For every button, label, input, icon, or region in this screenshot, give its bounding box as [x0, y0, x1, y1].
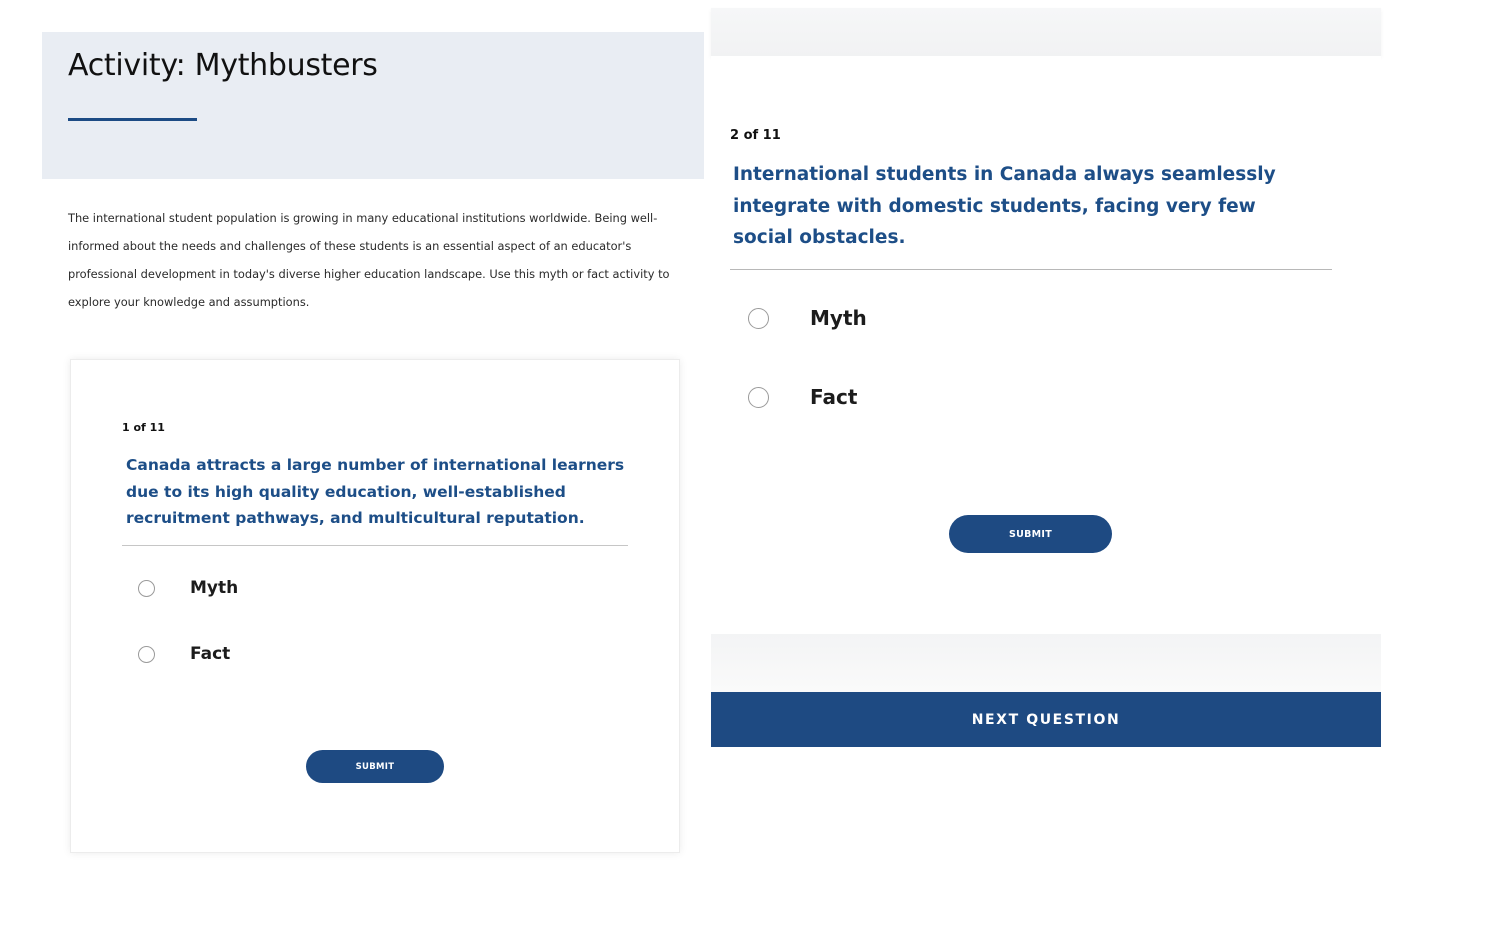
fact-radio[interactable]: [748, 387, 769, 408]
option-label-fact: Fact: [190, 644, 231, 664]
myth-radio[interactable]: [138, 580, 155, 597]
panel-top-strip: [711, 8, 1381, 56]
question-card-2: [711, 56, 1381, 634]
question-text: Canada attracts a large number of international learners due to its high quality education, well-established recruitment pathways, and multicultural reputation.: [126, 456, 625, 527]
activity-panel: [42, 32, 704, 892]
option-myth[interactable]: [748, 306, 867, 330]
title-underline: [68, 118, 197, 121]
myth-radio[interactable]: [748, 308, 769, 329]
question-divider: [730, 269, 1332, 270]
submit-button[interactable]: SUBMIT: [306, 750, 444, 783]
panel-separator-strip: [711, 634, 1381, 692]
question-text: International students in Canada always seamlessly integrate with domestic students, facing very few social obstacles.: [733, 164, 1276, 248]
fact-radio[interactable]: [138, 646, 155, 663]
option-fact[interactable]: [138, 644, 230, 664]
question-panel-2: [711, 8, 1381, 748]
activity-header-banner: [42, 32, 704, 179]
option-myth[interactable]: [138, 578, 238, 598]
question-divider: [122, 545, 628, 546]
question-counter: 1 of 11: [122, 421, 165, 434]
question-card-1: [70, 359, 680, 853]
next-question-button[interactable]: NEXT QUESTION: [711, 692, 1381, 747]
option-label-myth: Myth: [190, 578, 239, 598]
question-counter: 2 of 11: [730, 128, 781, 143]
submit-button[interactable]: SUBMIT: [949, 515, 1112, 553]
option-label-fact: Fact: [810, 385, 858, 409]
page-title: Activity: Mythbusters: [68, 48, 378, 83]
option-fact[interactable]: [748, 385, 857, 409]
activity-intro-text: The international student population is growing in many educational institutions worldwide. Being well-informed about the needs and challenges of these students is an essential aspect of an educator's professional development in today's diverse higher education landscape. Use this myth or fact activity to explore your knowledge and assumptions.: [68, 211, 670, 309]
option-label-myth: Myth: [810, 306, 867, 330]
